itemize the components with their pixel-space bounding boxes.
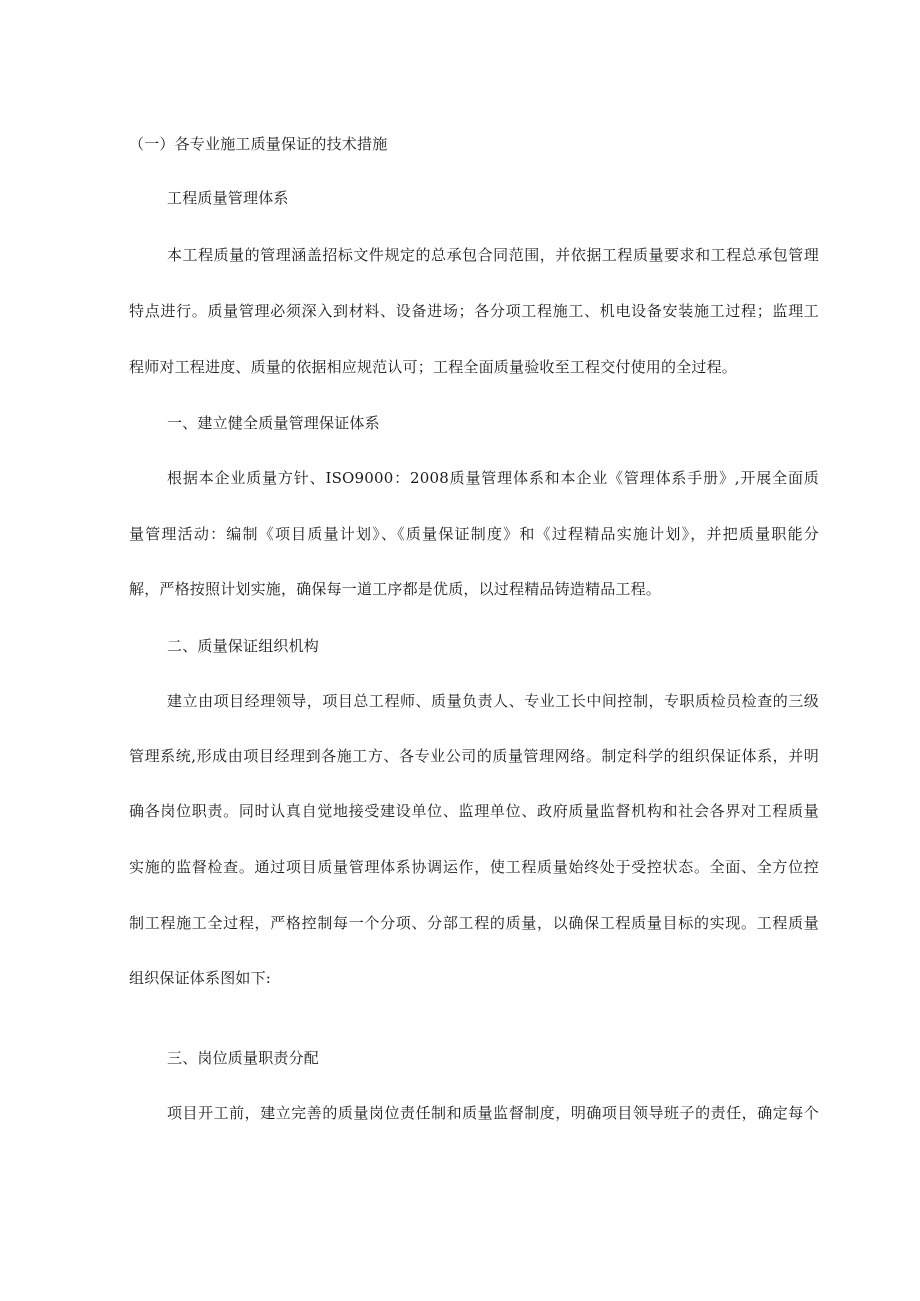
heading-3: 三、岗位质量职责分配 [167,1049,320,1067]
para-3-line: 项目开工前，建立完善的质量岗位责任制和质量监督制度，明确项目领导班子的责任，确定每个 [167,1104,819,1122]
intro-line: 特点进行。质量管理必须深入到材料、设备进场；各分项工程施工、机电设备安装施工过程；监理工 [129,302,819,320]
para-2-line: 管理系统,形成由项目经理到各施工方、各专业公司的质量管理网络。制定科学的组织保证体系，并明 [129,747,819,765]
para-2-line: 制工程施工全过程，严格控制每一个分项、分部工程的质量，以确保工程质量目标的实现。工程质量 [129,914,819,932]
intro-line: 本工程质量的管理涵盖招标文件规定的总承包合同范围，并依据工程质量要求和工程总承包管理 [167,246,819,264]
para-1-line: 根据本企业质量方针、ISO9000：2008质量管理体系和本企业《管理体系手册》,开展全面质 [167,469,819,487]
heading-2: 二、质量保证组织机构 [167,637,320,655]
para-2-line: 确各岗位职责。同时认真自觉地接受建设单位、监理单位、政府质量监督机构和社会各界对工程质量 [129,802,819,820]
para-1-line: 解，严格按照计划实施，确保每一道工序都是优质，以过程精品铸造精品工程。 [129,580,662,598]
intro-line: 程师对工程进度、质量的依据相应规范认可；工程全面质量验收至工程交付使用的全过程。 [129,358,738,376]
subheading: 工程质量管理体系 [167,189,289,207]
para-2-line: 实施的监督检查。通过项目质量管理体系协调运作，使工程质量始终处于受控状态。全面、全方位控 [129,858,819,876]
section-heading: （一）各专业施工质量保证的技术措施 [129,135,388,153]
heading-1: 一、建立健全质量管理保证体系 [167,414,380,432]
para-1-line: 量管理活动：编制《项目质量计划》、《质量保证制度》和《过程精品实施计划》，并把质量职能分 [129,525,819,543]
para-2-line: 建立由项目经理领导，项目总工程师、质量负责人、专业工长中间控制，专职质检员检查的三级 [167,692,819,710]
para-2-line: 组织保证体系图如下: [129,969,272,987]
